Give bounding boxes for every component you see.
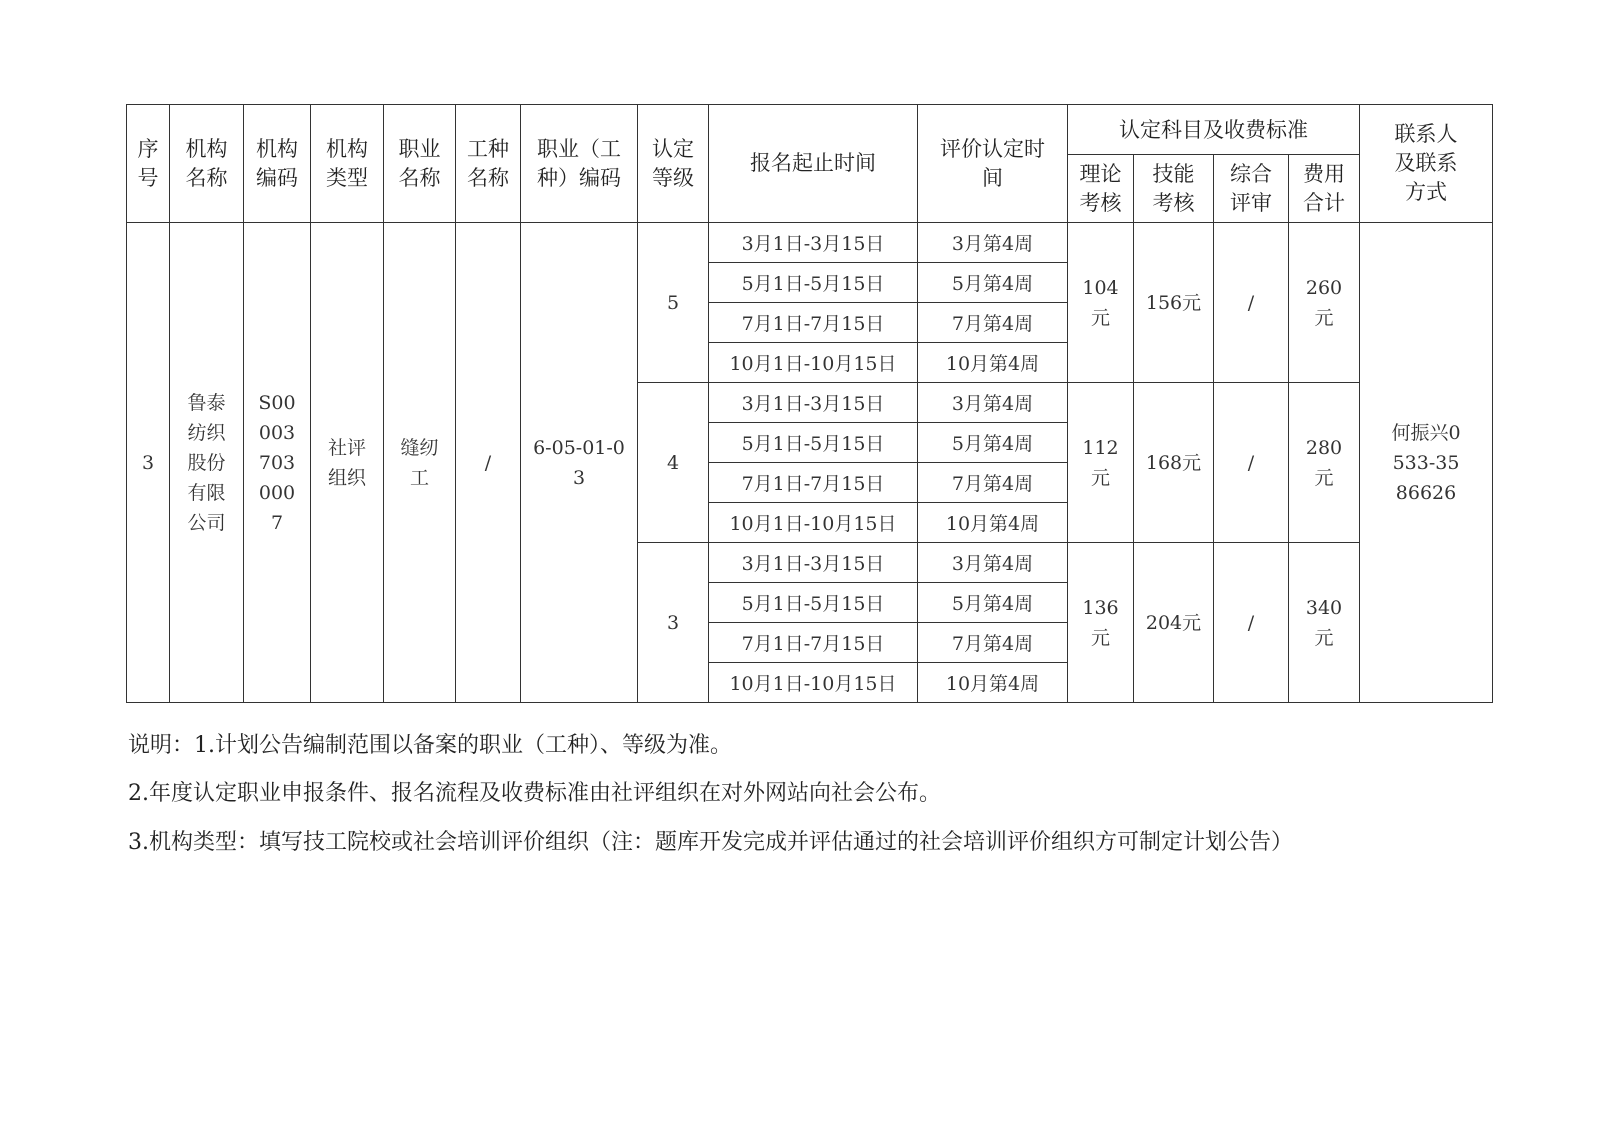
cell-eval: 3月第4周 — [918, 383, 1068, 423]
header-job-type-name: 工种名称 — [456, 105, 521, 223]
note-3: 3.机构类型：填写技工院校或社会培训评价组织（注：题库开发完成并评估通过的社会培训评价组织方可制定计划公告） — [128, 830, 1293, 855]
cell-review: / — [1214, 543, 1289, 703]
cell-signup: 3月1日-3月15日 — [709, 383, 918, 423]
note-1: 说明：1.计划公告编制范围以备案的职业（工种）、等级为准。 — [128, 733, 732, 758]
cell-skill: 168元 — [1134, 383, 1214, 543]
header-skill: 技能考核 — [1134, 155, 1214, 223]
header-eval-time: 评价认定时间 — [918, 105, 1068, 223]
cell-eval: 10月第4周 — [918, 663, 1068, 703]
cell-signup: 10月1日-10月15日 — [709, 503, 918, 543]
header-occupation-code: 职业（工种）编码 — [521, 105, 638, 223]
cell-signup: 5月1日-5月15日 — [709, 583, 918, 623]
cell-eval: 5月第4周 — [918, 263, 1068, 303]
header-total: 费用合计 — [1289, 155, 1360, 223]
cell-signup: 3月1日-3月15日 — [709, 543, 918, 583]
cell-eval: 7月第4周 — [918, 303, 1068, 343]
cell-org-code: S000037030007 — [244, 223, 311, 703]
cell-total: 280元 — [1289, 383, 1360, 543]
cell-occupation-name: 缝纫工 — [384, 223, 456, 703]
cell-review: / — [1214, 223, 1289, 383]
cell-eval: 10月第4周 — [918, 343, 1068, 383]
cell-level: 5 — [638, 223, 709, 383]
cell-org-name: 鲁泰纺织股份有限公司 — [170, 223, 244, 703]
cell-eval: 3月第4周 — [918, 223, 1068, 263]
header-org-code: 机构编码 — [244, 105, 311, 223]
cell-skill: 156元 — [1134, 223, 1214, 383]
header-level: 认定等级 — [638, 105, 709, 223]
cell-theory: 136元 — [1068, 543, 1134, 703]
cell-eval: 7月第4周 — [918, 623, 1068, 663]
cell-level: 4 — [638, 383, 709, 543]
table-row — [127, 223, 1493, 263]
cell-review: / — [1214, 383, 1289, 543]
cell-level: 3 — [638, 543, 709, 703]
header-org-type: 机构类型 — [311, 105, 384, 223]
cell-theory: 112元 — [1068, 383, 1134, 543]
header-occupation-name: 职业名称 — [384, 105, 456, 223]
cell-job-type-name: / — [456, 223, 521, 703]
cell-org-type: 社评组织 — [311, 223, 384, 703]
cell-total: 260元 — [1289, 223, 1360, 383]
cell-eval: 10月第4周 — [918, 503, 1068, 543]
cell-seq: 3 — [127, 223, 170, 703]
notes-section — [128, 722, 1448, 868]
cell-contact: 何振兴0533-3586626 — [1360, 223, 1493, 703]
plan-table — [126, 104, 1493, 703]
cell-signup: 10月1日-10月15日 — [709, 663, 918, 703]
header-fee-group: 认定科目及收费标准 — [1068, 105, 1360, 155]
cell-eval: 5月第4周 — [918, 423, 1068, 463]
cell-total: 340元 — [1289, 543, 1360, 703]
header-org-name: 机构名称 — [170, 105, 244, 223]
table-header — [127, 105, 1493, 223]
header-contact: 联系人及联系方式 — [1360, 105, 1493, 223]
header-review: 综合评审 — [1214, 155, 1289, 223]
cell-skill: 204元 — [1134, 543, 1214, 703]
cell-signup: 10月1日-10月15日 — [709, 343, 918, 383]
cell-eval: 7月第4周 — [918, 463, 1068, 503]
cell-signup: 3月1日-3月15日 — [709, 223, 918, 263]
cell-eval: 5月第4周 — [918, 583, 1068, 623]
note-2: 2.年度认定职业申报条件、报名流程及收费标准由社评组织在对外网站向社会公布。 — [128, 781, 941, 806]
cell-theory: 104元 — [1068, 223, 1134, 383]
table-body — [127, 223, 1493, 703]
header-theory: 理论考核 — [1068, 155, 1134, 223]
cell-occupation-code: 6-05-01-03 — [521, 223, 638, 703]
cell-signup: 5月1日-5月15日 — [709, 423, 918, 463]
header-signup-period: 报名起止时间 — [709, 105, 918, 223]
cell-eval: 3月第4周 — [918, 543, 1068, 583]
cell-signup: 5月1日-5月15日 — [709, 263, 918, 303]
cell-signup: 7月1日-7月15日 — [709, 623, 918, 663]
cell-signup: 7月1日-7月15日 — [709, 463, 918, 503]
header-seq: 序号 — [127, 105, 170, 223]
cell-signup: 7月1日-7月15日 — [709, 303, 918, 343]
